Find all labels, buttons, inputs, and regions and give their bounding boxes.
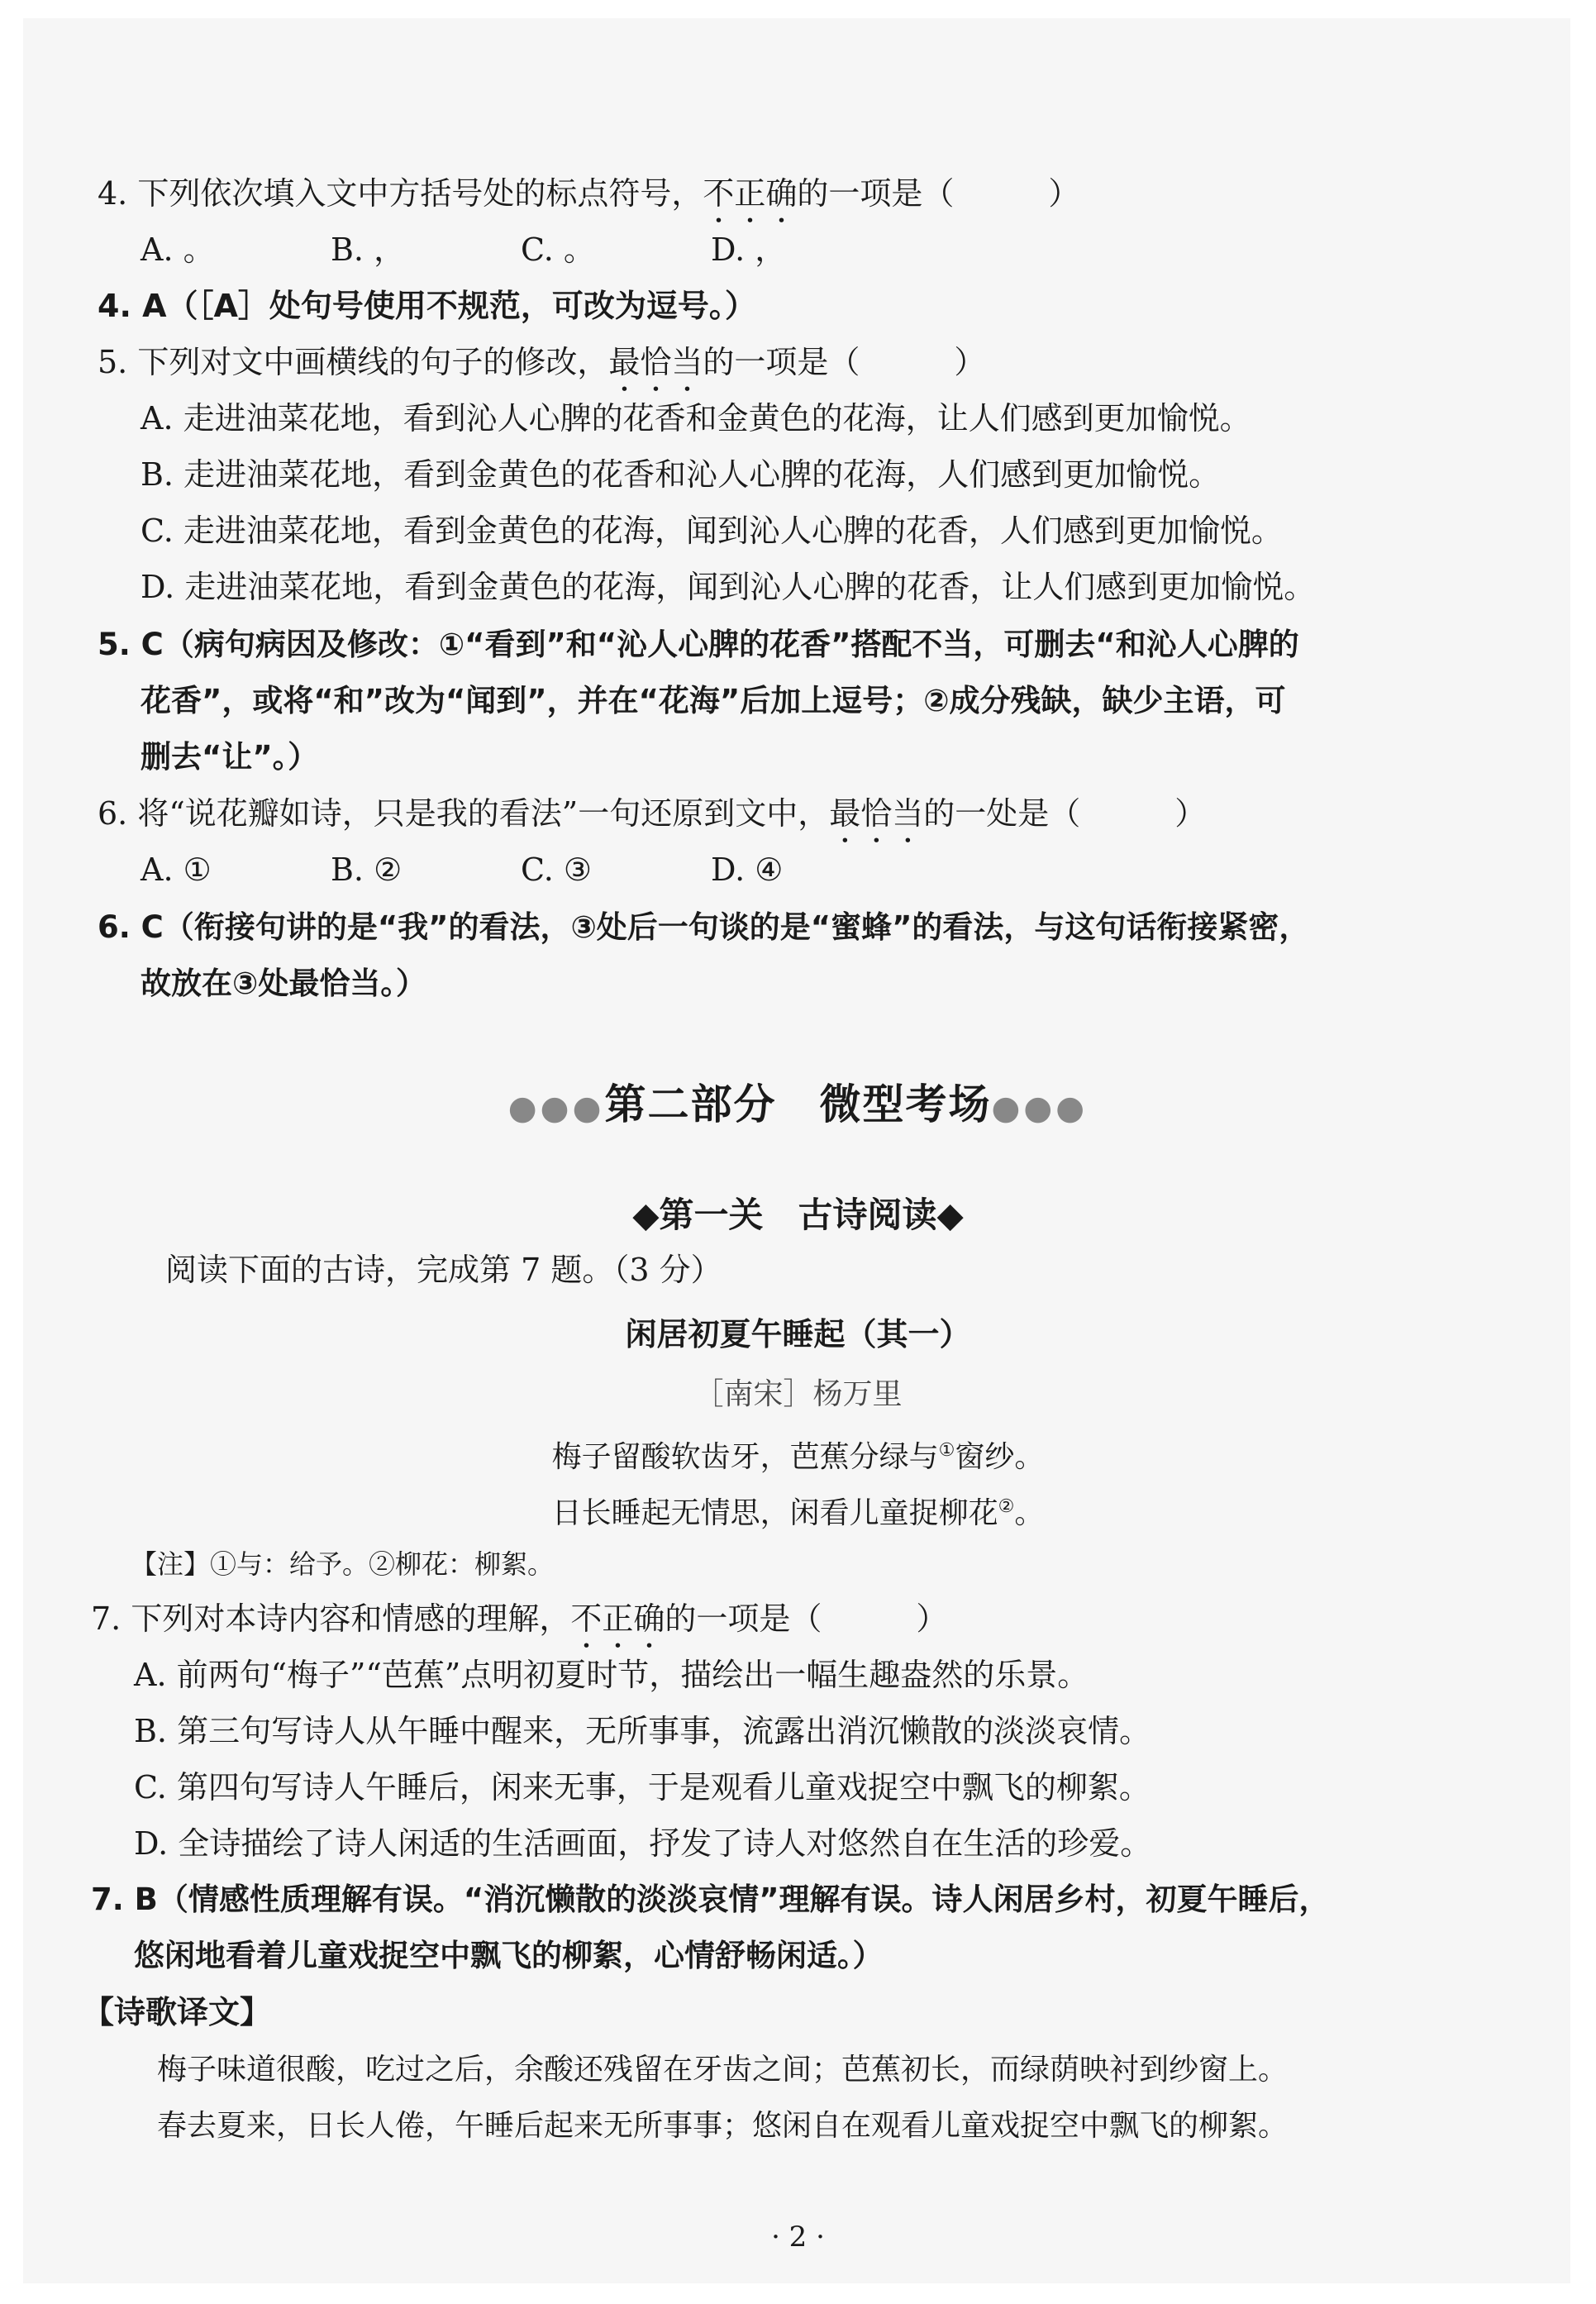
q7-answer-line-1: 7. B（情感性质理解有误。“消沉懒散的淡淡哀情”理解有误。诗人闲居乡村，初夏午睡后， [91, 1882, 1330, 1917]
q5-option-b: B. 走进油菜花地，看到金黄色的花香和沁人心脾的花海，人们感到更加愉悦。 [141, 456, 1221, 493]
section-dots-right: ●●● [991, 1088, 1089, 1128]
poem-line-1: 梅子留酸软齿牙，芭蕉分绿与①窗纱。 [551, 1440, 1045, 1474]
q7-option-b: B. 第三句写诗人从午睡中醒来，无所事事，流露出消沉懒散的淡淡哀情。 [134, 1713, 1151, 1749]
q6-options [141, 850, 901, 890]
level-title: ◆第一关 古诗阅读◆ [632, 1195, 964, 1235]
q5-option-a: A. 走进油菜花地，看到沁人心脾的花香和金黄色的花海，让人们感到更加愉悦。 [141, 400, 1251, 436]
q4-stem: 4. 下列依次填入文中方括号处的标点符号，不正确的一项是（ ） [98, 175, 1080, 212]
q6-answer-line-1: 6. C（衔接句讲的是“我”的看法，③处后一句谈的是“蜜蜂”的看法，与这句话衔接紧密， [98, 909, 1310, 945]
q6-option-d: D. ④ [711, 851, 784, 888]
q4-answer: 4. A（［A］处句号使用不规范，可改为逗号。） [98, 288, 756, 324]
section-dots-left: ●●● [507, 1088, 605, 1128]
reading-instruction: 阅读下面的古诗，完成第 7 题。（3 分） [165, 1252, 722, 1288]
q4-option-d: D. ， [711, 231, 787, 268]
q6-option-a: A. ① [141, 851, 212, 888]
q7-option-a: A. 前两句“梅子”“芭蕉”点明初夏时节，描绘出一幅生趣盎然的乐景。 [134, 1657, 1089, 1693]
q6-stem: 6. 将“说花瓣如诗，只是我的看法”一句还原到文中，最恰当的一处是（ ） [98, 795, 1207, 832]
q5-stem: 5. 下列对文中画横线的句子的修改，最恰当的一项是（ ） [98, 344, 986, 380]
q7-answer-line-2: 悠闲地看着儿童戏捉空中飘飞的柳絮，心情舒畅闲适。） [134, 1938, 884, 1973]
poem-note: 【注】①与：给予。②柳花：柳絮。 [131, 1548, 555, 1580]
q5-answer-line-1: 5. C（病句病因及修改：①“看到”和“沁人心脾的花香”搭配不当，可删去“和沁人心脾的 [98, 627, 1299, 662]
q5-option-d: D. 走进油菜花地，看到金黄色的花海，闻到沁人心脾的花香，让人们感到更加愉悦。 [141, 569, 1316, 605]
page-number: · 2 · [771, 2221, 825, 2254]
q6-option-c: C. ③ [521, 851, 592, 888]
q4-option-b: B. ， [331, 231, 406, 268]
q4-option-a: A. 。 [141, 231, 215, 268]
poem-line-2: 日长睡起无情思，闲看儿童捉柳花②。 [551, 1496, 1045, 1530]
poem-title: 闲居初夏午睡起（其一） [625, 1316, 971, 1352]
q7-option-c: C. 第四句写诗人午睡后，闲来无事，于是观看儿童戏捉空中飘飞的柳絮。 [134, 1769, 1151, 1806]
section-title: ●●●第二部分 微型考场●●● [507, 1080, 1089, 1128]
q4-options [141, 230, 901, 270]
q6-answer-line-2: 故放在③处最恰当。） [141, 966, 426, 1001]
q5-answer-line-2: 花香”，或将“和”改为“闻到”，并在“花海”后加上逗号；②成分残缺，缺少主语，可 [141, 683, 1286, 718]
q6-option-b: B. ② [331, 851, 403, 888]
q7-option-d: D. 全诗描绘了诗人闲适的生活画面，抒发了诗人对悠然自在生活的珍爱。 [134, 1825, 1152, 1862]
translation-line-1: 梅子味道很酸，吃过之后，余酸还残留在牙齿之间；芭蕉初长，而绿荫映衬到纱窗上。 [157, 2053, 1289, 2087]
poem-author: ［南宋］杨万里 [693, 1377, 903, 1411]
translation-line-2: 春去夏来，日长人倦，午睡后起来无所事事；悠闲自在观看儿童戏捉空中飘飞的柳絮。 [157, 2109, 1289, 2143]
q5-answer-line-3: 删去“让”。） [141, 739, 319, 775]
q4-option-c: C. 。 [521, 231, 595, 268]
translation-heading: 【诗歌译文】 [83, 1994, 272, 2030]
q7-stem: 7. 下列对本诗内容和情感的理解，不正确的一项是（ ） [91, 1600, 948, 1637]
q5-option-c: C. 走进油菜花地，看到金黄色的花海，闻到沁人心脾的花香，人们感到更加愉悦。 [141, 513, 1283, 549]
